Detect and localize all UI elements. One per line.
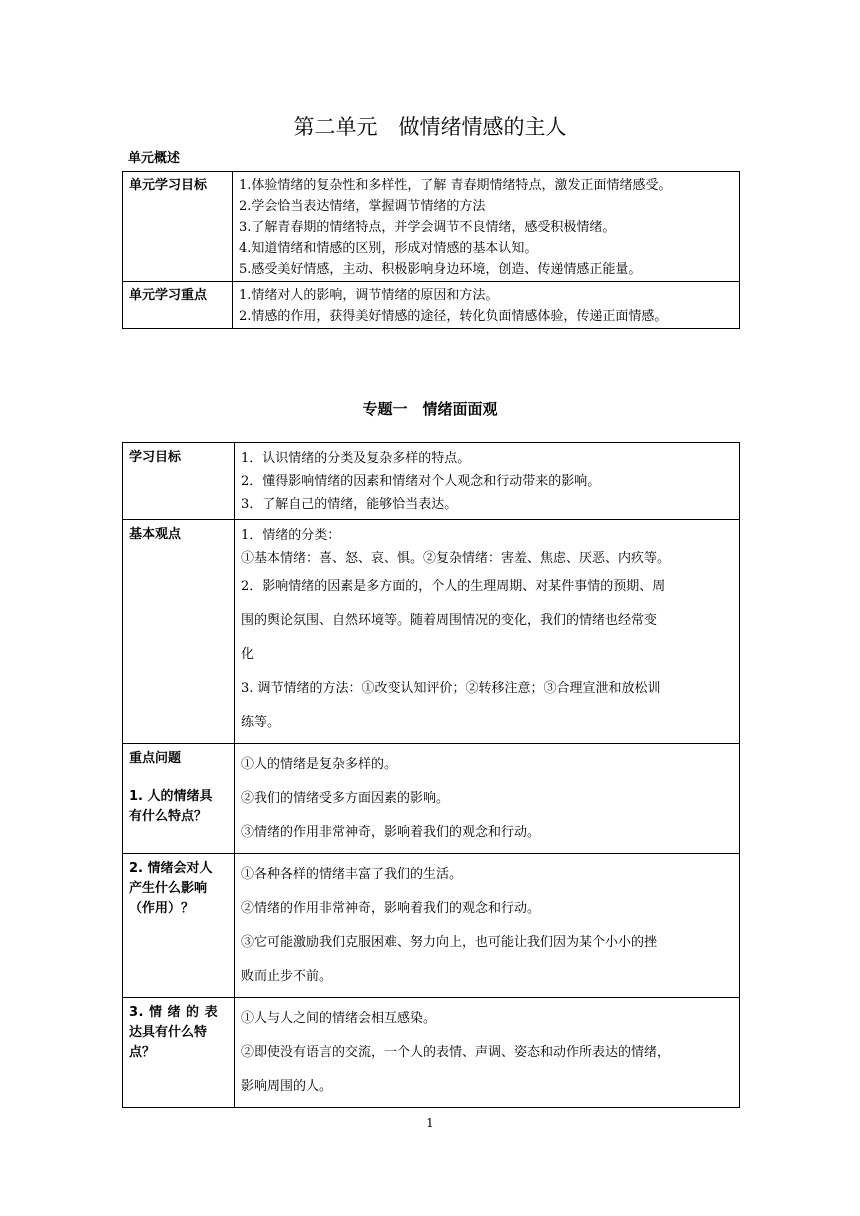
content-line: 败而止步不前。 <box>241 969 333 984</box>
table-row <box>123 998 740 1108</box>
question-line: 产生什么影响 <box>129 881 208 896</box>
content-line: 2．影响情绪的因素是多方面的，个人的生理周期、对某件事情的预期、周 <box>241 579 666 594</box>
content-line: 4.知道情绪和情感的区别，形成对情感的基本认知。 <box>239 241 538 256</box>
row-content <box>235 443 740 520</box>
table-row <box>123 744 740 854</box>
table-row <box>123 854 740 998</box>
question-line: 2. 情绪会对人 <box>129 861 213 876</box>
topic-title: 专题一 情绪面面观 <box>362 400 498 418</box>
content-line: 3.了解青春期的情绪特点，并学会调节不良情绪，感受积极情绪。 <box>239 220 616 235</box>
row-label <box>123 744 235 854</box>
row-label <box>123 854 235 998</box>
row-content <box>235 744 740 854</box>
content-line: 2．懂得影响情绪的因素和情绪对个人观念和行动带来的影响。 <box>241 474 601 489</box>
content-line: 1．认识情绪的分类及复杂多样的特点。 <box>241 451 471 466</box>
key-questions-heading: 重点问题 <box>129 751 182 766</box>
topic-table <box>122 442 740 1108</box>
question-line: 3. 情 绪 的 表 <box>129 1005 219 1020</box>
table-row <box>123 282 740 329</box>
question-line: 达具有什么特 <box>129 1025 208 1040</box>
content-line: 化 <box>241 647 255 662</box>
row-label: 单元学习目标 <box>123 172 233 282</box>
table-row <box>123 520 740 744</box>
row-content <box>233 282 740 329</box>
question-line: 点？ <box>129 1045 156 1060</box>
content-line: ①各种各样的情绪丰富了我们的生活。 <box>241 867 463 882</box>
unit-overview-table <box>122 171 740 329</box>
row-label <box>123 998 235 1108</box>
content-line: 3．了解自己的情绪，能够恰当表达。 <box>241 497 458 512</box>
row-content <box>235 998 740 1108</box>
question-line: 有什么特点？ <box>129 809 208 824</box>
content-line: ②情绪的作用非常神奇，影响着我们的观念和行动。 <box>241 901 541 916</box>
row-content <box>235 520 740 744</box>
content-line: ②即使没有语言的交流，一个人的表情、声调、姿态和动作所表达的情绪， <box>241 1045 671 1060</box>
page-number: 1 <box>426 1116 434 1130</box>
question-line: （作用）？ <box>129 901 195 916</box>
question-line: 1. 人的情绪具 <box>129 789 213 804</box>
row-content <box>235 854 740 998</box>
content-line: 3. 调节情绪的方法：①改变认知评价；②转移注意；③合理宣泄和放松训 <box>241 681 661 696</box>
row-label: 学习目标 <box>123 443 235 520</box>
content-line: ①人的情绪是复杂多样的。 <box>241 757 398 772</box>
content-line: 1．情绪的分类： <box>241 528 341 543</box>
content-line: ①基本情绪：喜、怒、哀、惧。②复杂情绪：害羞、焦虑、厌恶、内疚等。 <box>241 551 671 566</box>
row-label: 单元学习重点 <box>123 282 233 329</box>
content-line: 2.学会恰当表达情绪，掌握调节情绪的方法 <box>239 199 486 214</box>
content-line: 5.感受美好情感，主动、积极影响身边环境，创造、传递情感正能量。 <box>239 262 642 277</box>
content-line: ③情绪的作用非常神奇，影响着我们的观念和行动。 <box>241 825 541 840</box>
content-line: 1.体验情绪的复杂性和多样性，了解 青春期情绪特点，激发正面情绪感受。 <box>239 178 672 193</box>
row-content <box>233 172 740 282</box>
content-line: 练等。 <box>241 715 281 730</box>
content-line: 影响周围的人。 <box>241 1079 333 1094</box>
table-row <box>123 172 740 282</box>
content-line: ②我们的情绪受多方面因素的影响。 <box>241 791 450 806</box>
content-line: ①人与人之间的情绪会相互感染。 <box>241 1011 437 1026</box>
content-line: 1.情绪对人的影响，调节情绪的原因和方法。 <box>239 288 499 303</box>
content-line: ③它可能激励我们克服困难、努力向上，也可能让我们因为某个小小的挫 <box>241 935 658 950</box>
table-row <box>123 443 740 520</box>
content-line: 围的舆论氛围、自然环境等。随着周围情况的变化，我们的情绪也经常变 <box>241 613 658 628</box>
unit-title: 第二单元 做情绪情感的主人 <box>293 115 567 139</box>
row-label: 基本观点 <box>123 520 235 744</box>
content-line: 2.情感的作用，获得美好情感的途径，转化负面情感体验，传递正面情感。 <box>239 309 668 324</box>
unit-overview-label: 单元概述 <box>128 151 181 166</box>
